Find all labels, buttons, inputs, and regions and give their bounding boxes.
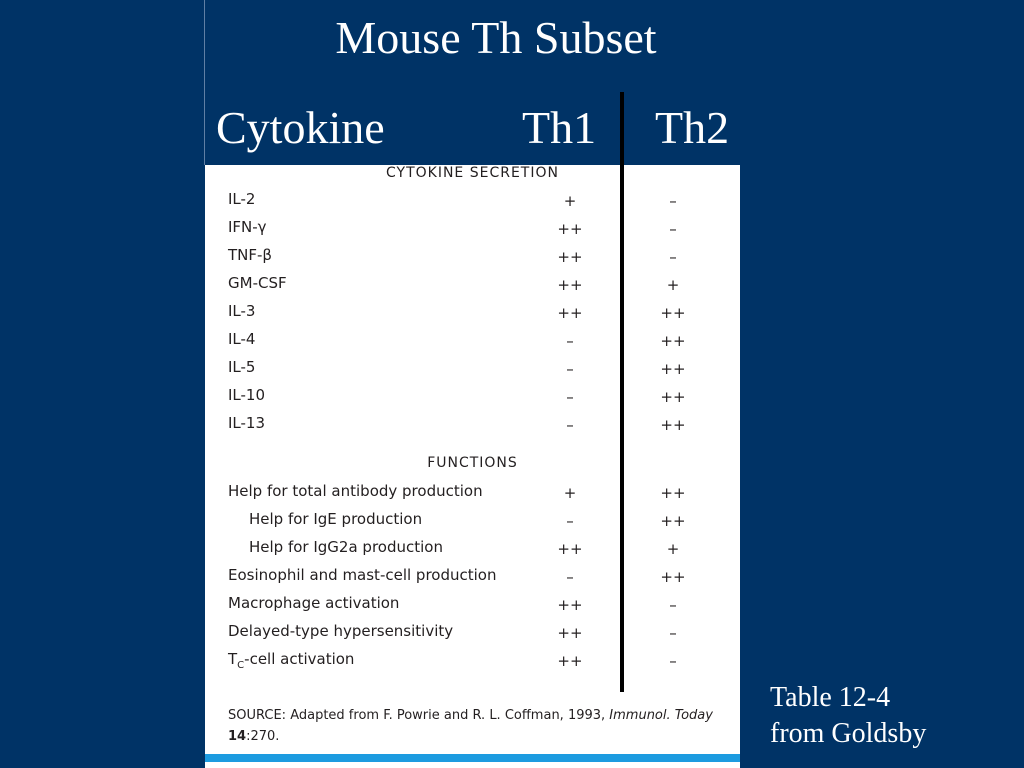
th2-value: ++ <box>660 568 686 586</box>
th1-value: ++ <box>557 624 583 642</box>
panel-bottom-bar <box>205 754 740 762</box>
table-row <box>205 386 740 414</box>
th2-value: – <box>669 248 677 266</box>
table-row <box>205 650 740 678</box>
source-pages: :270. <box>246 729 280 744</box>
table-row <box>205 538 740 566</box>
th2-value: – <box>669 220 677 238</box>
row-label-subscript: C <box>237 660 245 671</box>
row-label: Macrophage activation <box>228 594 400 612</box>
th2-value: – <box>669 192 677 210</box>
source-text: SOURCE: Adapted from F. Powrie and R. L. Coffman, 1993, <box>228 708 610 723</box>
th1-value: – <box>566 416 574 434</box>
row-label: IL-3 <box>228 302 256 320</box>
th1-value: + <box>563 192 577 210</box>
row-label: IL-5 <box>228 358 256 376</box>
table-row <box>205 246 740 274</box>
th1-value: ++ <box>557 652 583 670</box>
section-heading-secretion: CYTOKINE SECRETION <box>386 165 559 181</box>
column-header-cytokine: Cytokine <box>216 102 385 153</box>
row-label: IL-4 <box>228 330 256 348</box>
section-heading-functions: FUNCTIONS <box>427 455 518 471</box>
th1-value: – <box>566 512 574 530</box>
row-label: Help for IgG2a production <box>249 538 443 556</box>
table-row <box>205 302 740 330</box>
table-panel <box>205 165 740 768</box>
column-header-th1: Th1 <box>522 102 597 153</box>
table-row <box>205 218 740 246</box>
source-volume: 14 <box>228 729 247 744</box>
row-label <box>228 650 354 671</box>
th2-value: + <box>666 276 680 294</box>
table-row <box>205 566 740 594</box>
row-label: Help for IgE production <box>249 510 423 528</box>
table-row <box>205 274 740 302</box>
caption-line: from Goldsby <box>770 718 927 749</box>
th2-value: + <box>666 540 680 558</box>
slide-caption <box>770 680 926 752</box>
th2-value: – <box>669 624 677 642</box>
row-label: GM-CSF <box>228 274 287 292</box>
th1-value: – <box>566 332 574 350</box>
table-row <box>205 190 740 218</box>
row-label: Help for total antibody production <box>228 482 483 500</box>
row-label: Delayed-type hypersensitivity <box>228 622 454 640</box>
th2-value: ++ <box>660 512 686 530</box>
caption-line: Table 12-4 <box>770 682 891 713</box>
row-label: IL-13 <box>228 414 266 432</box>
th2-value: – <box>669 652 677 670</box>
th2-value: ++ <box>660 416 686 434</box>
th1-value: ++ <box>557 248 583 266</box>
row-label: TNF-β <box>228 246 272 264</box>
th1-value: ++ <box>557 596 583 614</box>
row-label: IL-10 <box>228 386 266 404</box>
th1-value: ++ <box>557 304 583 322</box>
source-journal: Immunol. Today <box>609 708 713 723</box>
th1-value: ++ <box>557 540 583 558</box>
th1-value: – <box>566 568 574 586</box>
th2-value: ++ <box>660 360 686 378</box>
th2-value: ++ <box>660 484 686 502</box>
column-divider <box>620 92 624 692</box>
th1-value: ++ <box>557 220 583 238</box>
th1-value: – <box>566 388 574 406</box>
th1-value: + <box>563 484 577 502</box>
row-label-prefix: T <box>228 650 238 668</box>
row-label: Eosinophil and mast-cell production <box>228 566 497 584</box>
table-row <box>205 358 740 386</box>
th2-value: ++ <box>660 304 686 322</box>
source-note <box>228 705 718 747</box>
th1-value: – <box>566 360 574 378</box>
table-row <box>205 330 740 358</box>
table-row <box>205 622 740 650</box>
th1-value: ++ <box>557 276 583 294</box>
row-label: IL-2 <box>228 190 256 208</box>
th2-value: ++ <box>660 388 686 406</box>
th2-value: – <box>669 596 677 614</box>
row-label-suffix: -cell activation <box>244 650 355 668</box>
table-row <box>205 510 740 538</box>
table-row <box>205 594 740 622</box>
slide-title: Mouse Th Subset <box>335 12 657 63</box>
row-label: IFN-γ <box>228 218 267 236</box>
column-header-th2: Th2 <box>655 102 730 153</box>
table-row <box>205 414 740 442</box>
table-row <box>205 482 740 510</box>
th2-value: ++ <box>660 332 686 350</box>
